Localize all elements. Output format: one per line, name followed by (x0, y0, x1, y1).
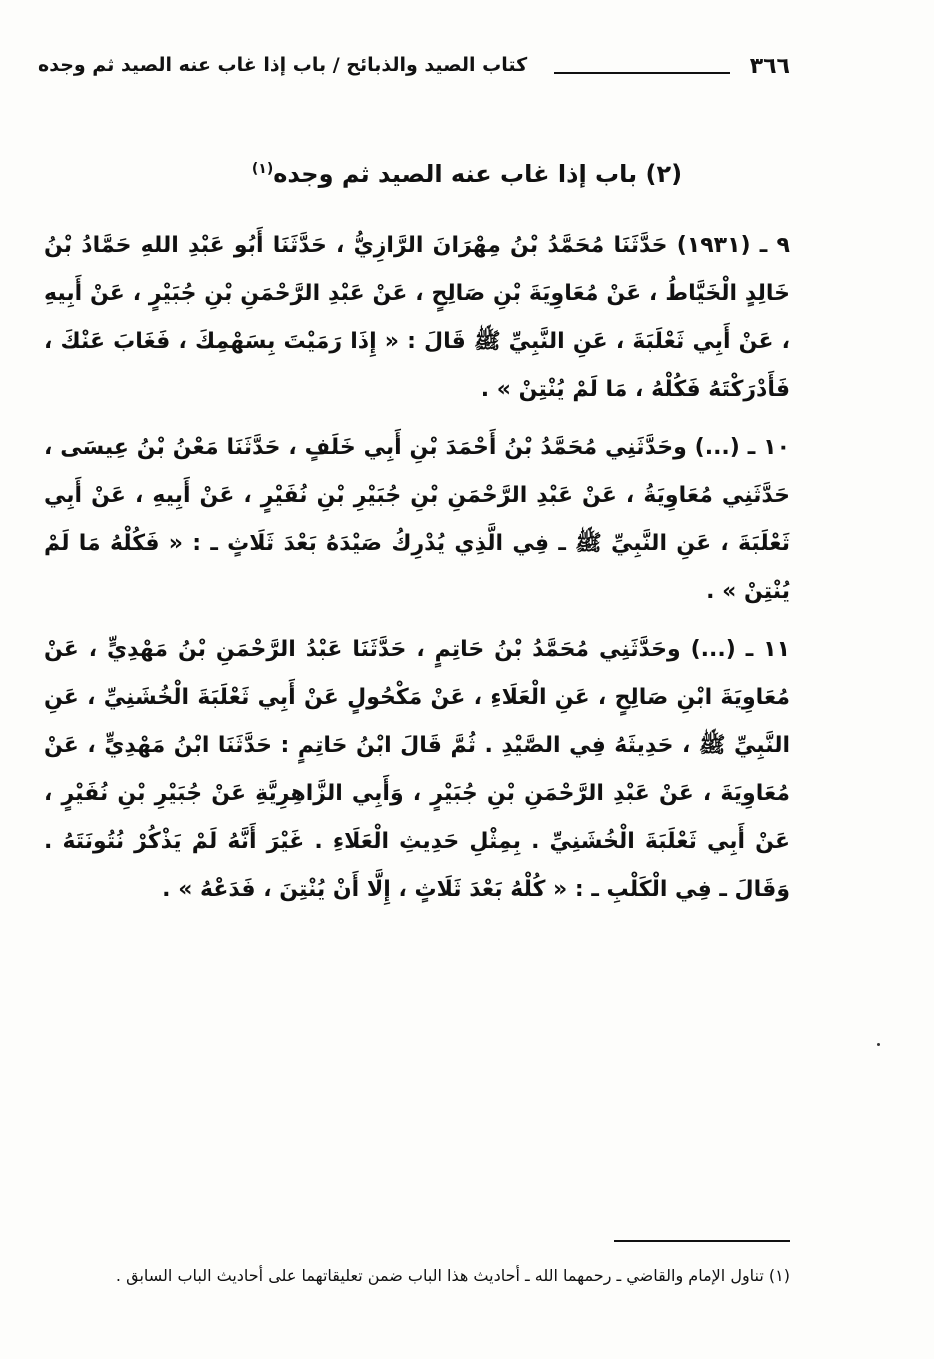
header-rule (554, 72, 730, 74)
running-title: كتاب الصيد والذبائح / باب إذا غاب عنه الصيد ثم وجده (38, 54, 528, 76)
chapter-footnote-ref: (١) (251, 161, 274, 177)
running-header (38, 52, 790, 92)
hadith-paragraph-11: ١١ ـ (...) وحَدَّثَنِي مُحَمَّدُ بْنُ حَاتِمٍ ، حَدَّثَنَا عَبْدُ الرَّحْمَنِ بْنُ مَهْدِيٍّ ، عَنْ مُعَاوِيَةَ ابْنِ صَالِحٍ ، عَنِ الْعَلَاءِ ، عَنْ مَكْحُولٍ عَنْ أَبِي ثَعْلَبَةَ الْخُشَنِيِّ ، عَنِ النَّبِيِّ ﷺ ، حَدِيثَهُ فِي الصَّيْدِ . ثُمَّ قَالَ ابْنُ حَاتِمٍ : حَدَّثَنَا ابْنُ مَهْدِيٍّ ، عَنْ مُعَاوِيَةَ ، عَنْ عَبْدِ الرَّحْمَنِ بْنِ جُبَيْرٍ ، وَأَبِي الزَّاهِرِيَّةِ عَنْ جُبَيْرِ بْنِ نُفَيْرٍ ، عَنْ أَبِي ثَعْلَبَةَ الْخُشَنِيِّ . بِمِثْلِ حَدِيثِ الْعَلَاءِ . غَيْرَ أَنَّهُ لَمْ يَذْكُرْ نُتُونَتَهُ . وَقَالَ ـ فِي الْكَلْبِ ـ : « كُلْهُ بَعْدَ ثَلَاثٍ ، إِلَّا أَنْ يُنْتِنَ ، فَدَعْهُ » . (44, 637, 790, 902)
chapter-heading (0, 160, 934, 188)
hadith-paragraph-10: ١٠ ـ (...) وحَدَّثَنِي مُحَمَّدُ بْنُ أَحْمَدَ بْنِ أَبِي خَلَفٍ ، حَدَّثَنَا مَعْنُ بْنُ عِيسَى ، حَدَّثَنِي مُعَاوِيَةُ ، عَنْ عَبْدِ الرَّحْمَنِ بْنِ جُبَيْرِ بْنِ نُفَيْرٍ ، عَنْ أَبِيهِ ، عَنْ أَبِي ثَعْلَبَةَ ، عَنِ النَّبِيِّ ﷺ ـ فِي الَّذِي يُدْرِكُ صَيْدَهُ بَعْدَ ثَلَاثٍ ـ : « فَكُلْهُ مَا لَمْ يُنْتِنْ » . (44, 435, 790, 604)
page-number: ٣٦٦ (749, 54, 790, 79)
chapter-title-text: (٢) باب إذا غاب عنه الصيد ثم وجده (273, 160, 683, 188)
main-text (44, 222, 790, 924)
scan-speck (877, 1043, 880, 1046)
hadith-paragraph-9: ٩ ـ (١٩٣١) حَدَّثَنَا مُحَمَّدُ بْنُ مِهْرَانَ الرَّازِيُّ ، حَدَّثَنَا أَبُو عَبْدِ اللهِ حَمَّادُ بْنُ خَالِدٍ الْخَيَّاطُ ، عَنْ مُعَاوِيَةَ بْنِ صَالِحٍ ، عَنْ عَبْدِ الرَّحْمَنِ بْنِ جُبَيْرٍ ، عَنْ أَبِيهِ ، عَنْ أَبِي ثَعْلَبَةَ ، عَنِ النَّبِيِّ ﷺ قَالَ : « إِذَا رَمَيْتَ بِسَهْمِكَ ، فَغَابَ عَنْكَ ، فَأَدْرَكْتَهُ فَكُلْهُ ، مَا لَمْ يُنْتِنْ » . (44, 233, 790, 402)
footnote: (١) تناول الإمام والقاضي ـ رحمهما الله ـ أحاديث هذا الباب ضمن تعليقاتهما على أحاديث الباب السابق . (115, 1266, 790, 1285)
footnote-rule (614, 1240, 790, 1242)
